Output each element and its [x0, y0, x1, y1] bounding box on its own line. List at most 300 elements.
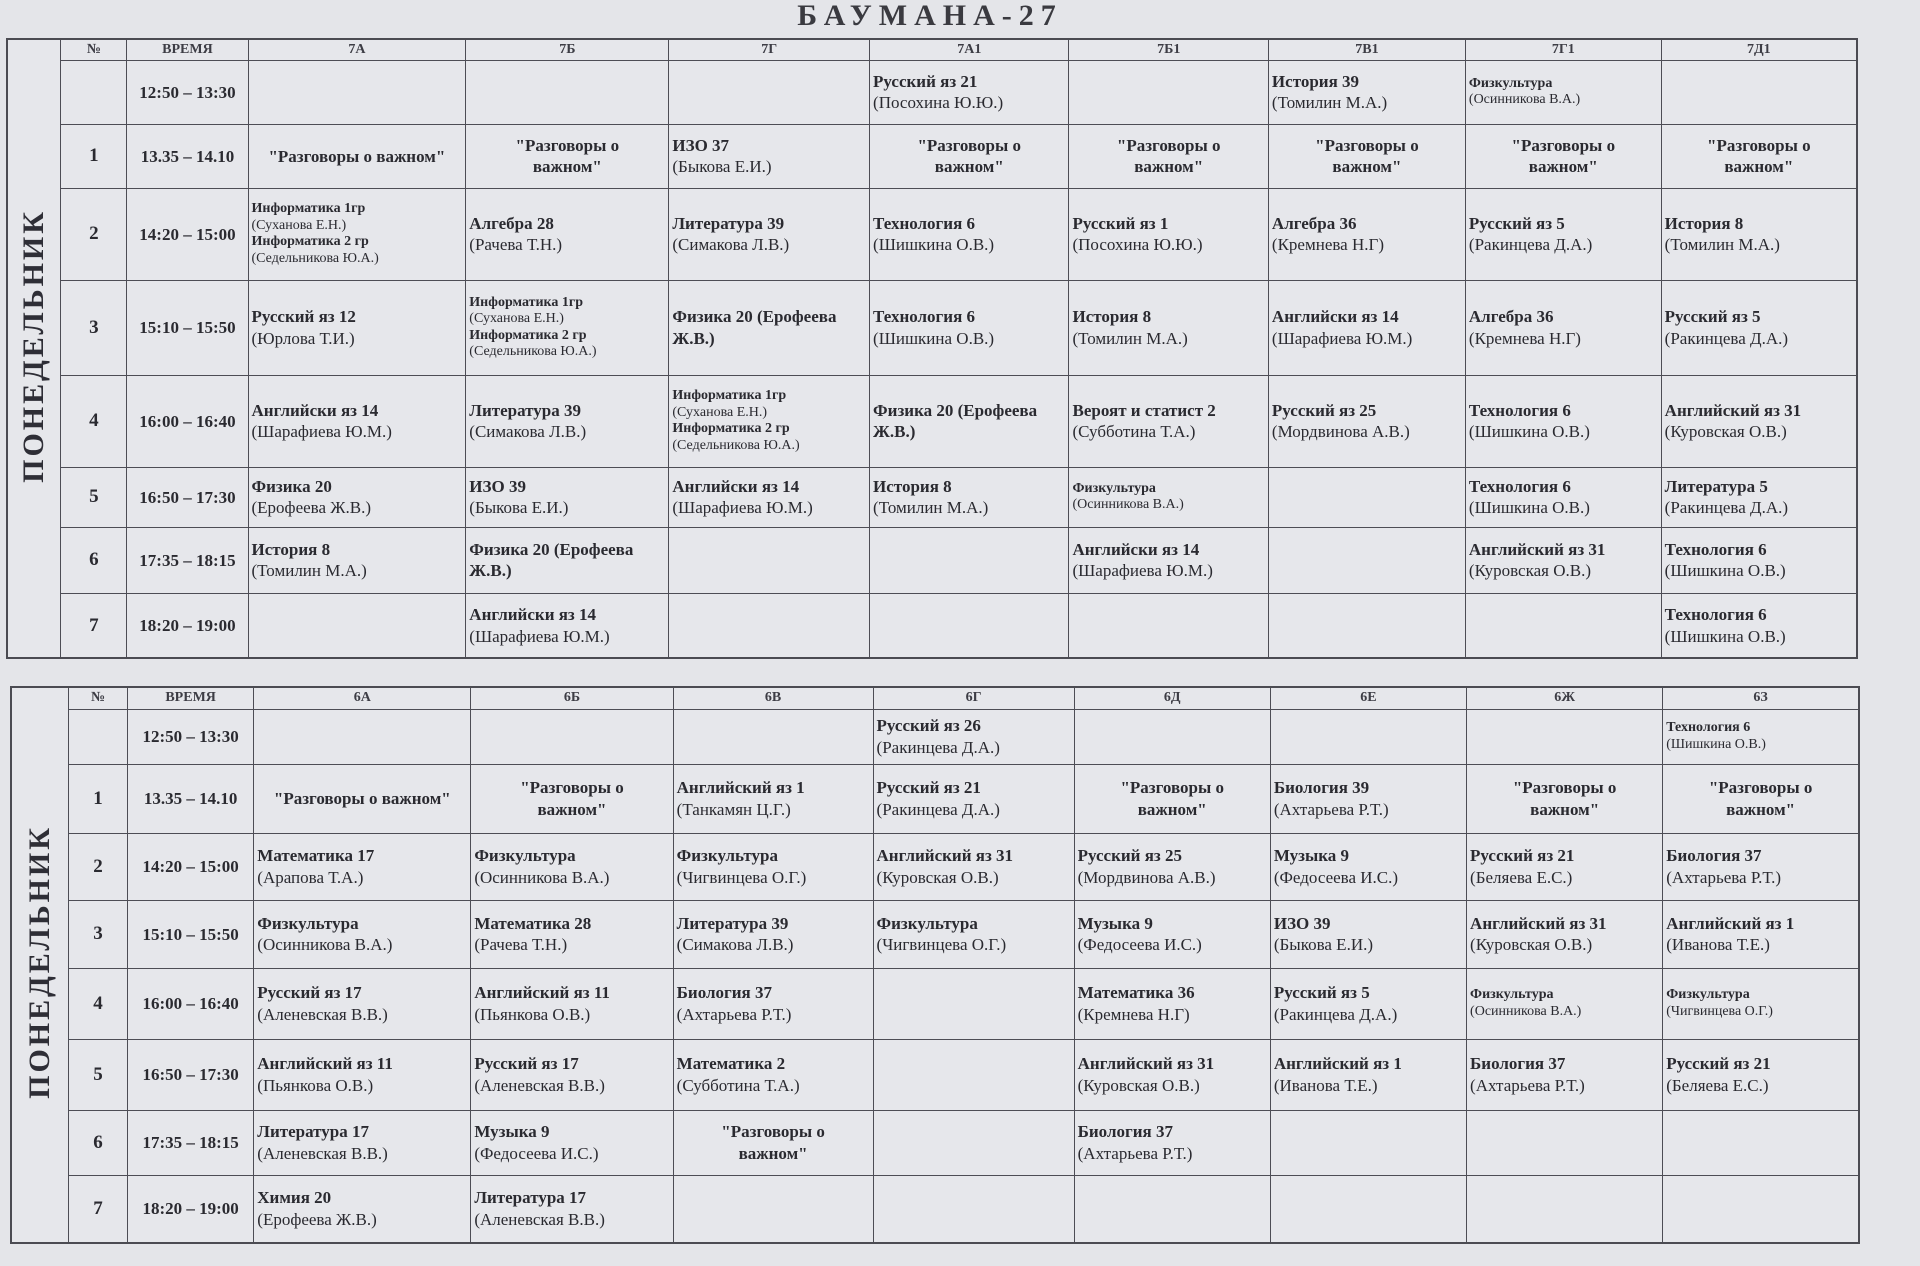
subject-room: Вероят и статист 2 [1072, 400, 1216, 420]
subject-room: Биология 37 [1470, 1054, 1566, 1074]
lesson-cell [673, 709, 873, 764]
lesson-cell [873, 968, 1074, 1039]
subject-room: Русский яз 21 [1666, 1054, 1771, 1074]
subject-room: Физкультура [1468, 75, 1553, 91]
subject-room: Английский яз 11 [474, 982, 610, 1002]
teacher-name: (Рачева Т.Н.) [469, 235, 563, 255]
lesson-time: 17:35 – 18:15 [127, 1111, 253, 1176]
subject-room: Информатика 1гр [251, 201, 366, 217]
lesson-cell [1661, 124, 1857, 188]
subject-room: "Разговоры о важном" [268, 146, 446, 166]
subject-room: История 8 [251, 539, 331, 559]
lesson-cell [254, 968, 471, 1039]
subject-room: Русский яз 25 [1077, 846, 1183, 866]
lesson-cell [1467, 709, 1663, 764]
subject-room: "Разговоры о [1708, 778, 1813, 798]
teacher-name: (Иванова Т.Е.) [1666, 935, 1770, 955]
lesson-cell [471, 834, 673, 901]
teacher-name: (Томилин М.А.) [1072, 328, 1188, 348]
lesson-cell [1069, 280, 1268, 375]
lesson-cell [1661, 60, 1857, 124]
subject-room: Алгебра 36 [1468, 307, 1554, 327]
subject-room: Английский яз 1 [676, 778, 805, 798]
lesson-cell [1074, 1039, 1270, 1110]
lesson-cell [471, 709, 673, 764]
subject-room: "Разговоры о [1511, 135, 1616, 155]
lesson-cell [873, 1176, 1074, 1243]
lesson-cell [673, 1111, 873, 1176]
lesson-cell [248, 124, 466, 188]
teacher-name: (Седельникова Ю.А.) [469, 344, 597, 360]
subject-room: Информатика 2 гр [251, 234, 369, 250]
teacher-name: (Ахтарьева Р.Т.) [676, 1004, 792, 1024]
lesson-cell [248, 188, 466, 280]
lesson-cell [1270, 1039, 1466, 1110]
lesson-number [61, 60, 127, 124]
teacher-name: (Осинникова В.А.) [1470, 1003, 1582, 1019]
time-header: ВРЕМЯ [127, 687, 253, 709]
lesson-cell [1467, 968, 1663, 1039]
lesson-cell [1661, 280, 1857, 375]
subject-room: "Разговоры о [1512, 778, 1617, 798]
lesson-cell [1467, 1176, 1663, 1243]
lesson-number [69, 709, 128, 764]
teacher-name: (Чигвинцева О.Г.) [676, 868, 807, 888]
teacher-name: (Посохина Ю.Ю.) [873, 93, 1004, 113]
subject-room: Литература 39 [469, 400, 582, 420]
lesson-cell [254, 834, 471, 901]
subject-room: Технология 6 [1468, 400, 1571, 420]
subject-room: Музыка 9 [1273, 846, 1350, 866]
lesson-row [7, 60, 1857, 124]
lesson-cell [248, 280, 466, 375]
subject-room: Физкультура [1666, 987, 1750, 1003]
subject-room: Математика 2 [676, 1054, 786, 1074]
teacher-name: (Пьянкова О.В.) [257, 1075, 374, 1095]
subject-room: Физика 20 (Ерофеева [469, 539, 634, 559]
subject-room: Английский яз 31 [1470, 913, 1607, 933]
class-header: 7В1 [1268, 39, 1465, 60]
subject-room: Технология 6 [1664, 539, 1767, 559]
lesson-row [11, 968, 1859, 1039]
lesson-cell [248, 60, 466, 124]
day-label-cell [7, 39, 61, 658]
lesson-cell [673, 968, 873, 1039]
lesson-number: 7 [69, 1176, 128, 1243]
lesson-cell [1074, 764, 1270, 833]
teacher-name: (Томилин М.А.) [873, 498, 989, 518]
subject-room: История 8 [873, 476, 952, 496]
subject-room: Физкультура [676, 846, 778, 866]
teacher-name: (Беляева Е.С.) [1470, 868, 1573, 888]
lesson-cell [248, 375, 466, 467]
teacher-name: (Быкова Е.И.) [469, 498, 569, 518]
subject-room: Технология 6 [1664, 604, 1767, 624]
lesson-cell [1467, 1111, 1663, 1176]
lesson-cell [669, 280, 870, 375]
teacher-name: (Суханова Е.Н.) [251, 217, 347, 233]
lesson-row [11, 901, 1859, 968]
subject-room: "Разговоры о [1315, 135, 1419, 155]
lesson-cell [1467, 834, 1663, 901]
subject-room: Математика 28 [474, 913, 592, 933]
teacher-name: (Быкова Е.И.) [1273, 935, 1374, 955]
lesson-time: 18:20 – 19:00 [127, 1176, 253, 1243]
subject-room: "Разговоры о [721, 1122, 825, 1142]
lesson-cell [870, 188, 1069, 280]
subject-room: Английский яз 1 [1273, 1054, 1402, 1074]
teacher-name: (Ахтарьева Р.Т.) [1666, 868, 1782, 888]
lesson-cell [669, 593, 870, 658]
class-header: 7А1 [870, 39, 1069, 60]
lesson-cell [1465, 375, 1661, 467]
lesson-cell [1270, 1176, 1466, 1243]
teacher-name: (Ракинцева Д.А.) [1664, 328, 1789, 348]
schedule-table-6 [10, 686, 1860, 1244]
lesson-cell [1661, 188, 1857, 280]
lesson-cell [1268, 593, 1465, 658]
class-header: 6В [673, 687, 873, 709]
lesson-cell [873, 901, 1074, 968]
lesson-time: 16:50 – 17:30 [127, 1039, 253, 1110]
subject-room: важном" [1137, 799, 1207, 819]
lesson-cell [1661, 527, 1857, 593]
teacher-name: (Аленевская В.В.) [257, 1144, 388, 1164]
lesson-row [11, 1039, 1859, 1110]
lesson-cell [1661, 375, 1857, 467]
lesson-cell [1661, 593, 1857, 658]
lesson-cell [1467, 764, 1663, 833]
lesson-row [7, 188, 1857, 280]
subject-room: ИЗО 39 [1273, 913, 1331, 933]
teacher-name: (Арапова Т.А.) [257, 868, 364, 888]
lesson-time: 18:20 – 19:00 [127, 593, 248, 658]
lesson-time: 15:10 – 15:50 [127, 901, 253, 968]
lesson-cell [1074, 1111, 1270, 1176]
subject-room: Физика 20 (Ерофеева [873, 400, 1038, 420]
subject-room: Английский яз 31 [1077, 1054, 1215, 1074]
day-label-cell [11, 687, 69, 1243]
teacher-name: (Симакова Л.В.) [672, 235, 790, 255]
lesson-cell [254, 901, 471, 968]
lesson-time: 15:10 – 15:50 [127, 280, 248, 375]
lesson-number: 1 [69, 764, 128, 833]
lesson-row [7, 375, 1857, 467]
teacher-name: (Шарафиева Ю.М.) [469, 626, 610, 646]
teacher-name: (Кремнева Н.Г) [1077, 1004, 1190, 1024]
lesson-cell [669, 60, 870, 124]
lesson-cell [669, 527, 870, 593]
subject-room: Информатика 2 гр [469, 327, 587, 343]
subject-room: Русский яз 21 [1470, 846, 1575, 866]
subject-room: Русский яз 17 [474, 1054, 579, 1074]
lesson-time: 12:50 – 13:30 [127, 709, 253, 764]
class-header: 6Е [1270, 687, 1466, 709]
teacher-name: (Суханова Е.Н.) [672, 404, 768, 420]
subject-room: Литература 5 [1664, 476, 1768, 496]
teacher-name: (Шишкина О.В.) [1664, 561, 1786, 581]
lesson-number: 5 [61, 467, 127, 527]
header-row [11, 687, 1859, 709]
lesson-row [11, 1111, 1859, 1176]
lesson-number: 2 [69, 834, 128, 901]
lesson-cell [254, 709, 471, 764]
lesson-row [11, 764, 1859, 833]
subject-room: ИЗО 37 [672, 135, 730, 155]
teacher-name: (Шарафиева Ю.М.) [672, 498, 813, 518]
lesson-cell [466, 280, 669, 375]
lesson-cell [254, 764, 471, 833]
lesson-cell [873, 1111, 1074, 1176]
lesson-cell [870, 375, 1069, 467]
teacher-name: (Седельникова Ю.А.) [672, 437, 800, 453]
lesson-cell [669, 124, 870, 188]
lesson-cell [1465, 188, 1661, 280]
subject-room: Физика 20 [251, 476, 332, 496]
lesson-cell [1465, 593, 1661, 658]
subject-room: "Разговоры о [917, 135, 1022, 155]
teacher-name: (Ракинцева Д.А.) [876, 799, 1000, 819]
lesson-cell [673, 901, 873, 968]
teacher-name: (Куровская О.В.) [1664, 422, 1787, 442]
class-header: 7Г1 [1465, 39, 1661, 60]
teacher-name: (Кремнева Н.Г) [1271, 235, 1384, 255]
subject-room: Математика 17 [257, 846, 375, 866]
teacher-name: (Пьянкова О.В.) [474, 1004, 591, 1024]
teacher-name: (Осинникова В.А.) [1072, 497, 1184, 513]
lesson-time: 13.35 – 14.10 [127, 764, 253, 833]
lesson-cell [1074, 968, 1270, 1039]
lesson-cell [466, 124, 669, 188]
lesson-cell [1069, 375, 1268, 467]
subject-room: важном" [1332, 157, 1402, 177]
subject-room: Русский яз 21 [876, 778, 981, 798]
subject-room: Литература 17 [474, 1188, 587, 1208]
lesson-row [7, 527, 1857, 593]
lesson-number: 6 [69, 1111, 128, 1176]
subject-room: Английский яз 31 [876, 846, 1014, 866]
subject-room: Физкультура [876, 913, 978, 933]
lesson-number: 4 [69, 968, 128, 1039]
class-header: 7Б1 [1069, 39, 1268, 60]
teacher-name: (Шишкина О.В.) [1468, 498, 1590, 518]
subject-room: Английски яз 14 [672, 476, 800, 496]
lesson-cell [1074, 709, 1270, 764]
subject-room: Алгебра 28 [469, 213, 554, 233]
teacher-name: (Кремнева Н.Г) [1468, 328, 1581, 348]
lesson-number: 5 [69, 1039, 128, 1110]
subject-room: Ж.В.) [672, 328, 715, 348]
subject-room: Информатика 2 гр [672, 421, 790, 437]
subject-room: Технология 6 [1468, 476, 1571, 496]
teacher-name: (Томилин М.А.) [251, 561, 367, 581]
lesson-cell [1069, 527, 1268, 593]
lesson-cell [1069, 60, 1268, 124]
subject-room: Литература 39 [676, 913, 789, 933]
teacher-name: (Симакова Л.В.) [469, 422, 587, 442]
lesson-cell [870, 593, 1069, 658]
lesson-cell [466, 375, 669, 467]
subject-room: Английски яз 14 [1271, 307, 1399, 327]
class-header: 6Г [873, 687, 1074, 709]
lesson-number: 3 [69, 901, 128, 968]
lesson-cell [1069, 467, 1268, 527]
subject-room: Ж.В.) [469, 561, 512, 581]
lesson-cell [1270, 834, 1466, 901]
lesson-cell [1074, 834, 1270, 901]
subject-room: Русский яз 12 [251, 307, 356, 327]
subject-room: Русский яз 5 [1664, 307, 1761, 327]
lesson-row [11, 834, 1859, 901]
class-header: 6З [1663, 687, 1859, 709]
subject-room: важном" [537, 799, 607, 819]
subject-room: Русский яз 26 [876, 716, 981, 736]
subject-room: Русский яз 17 [257, 982, 362, 1002]
subject-room: История 8 [1664, 213, 1744, 233]
teacher-name: (Ахтарьева Р.Т.) [1470, 1075, 1585, 1095]
teacher-name: (Осинникова В.А.) [257, 935, 393, 955]
lesson-cell [1069, 593, 1268, 658]
lesson-cell [669, 188, 870, 280]
lesson-row [7, 124, 1857, 188]
subject-room: важном" [1530, 799, 1600, 819]
lesson-cell [873, 709, 1074, 764]
teacher-name: (Быкова Е.И.) [672, 157, 772, 177]
subject-room: "Разговоры о [1707, 135, 1811, 155]
header-row [7, 39, 1857, 60]
lesson-cell [1069, 188, 1268, 280]
subject-room: Физкультура [1470, 987, 1554, 1003]
subject-room: Математика 36 [1077, 982, 1195, 1002]
lesson-cell [1268, 467, 1465, 527]
lesson-cell [1467, 901, 1663, 968]
teacher-name: (Ракинцева Д.А.) [876, 737, 1000, 757]
teacher-name: (Чигвинцева О.Г.) [876, 935, 1007, 955]
subject-room: Химия 20 [257, 1188, 332, 1208]
teacher-name: (Федосеева И.С.) [474, 1144, 599, 1164]
lesson-cell [1663, 901, 1859, 968]
lesson-cell [1465, 467, 1661, 527]
lesson-cell [1074, 1176, 1270, 1243]
class-header: 7Б [466, 39, 669, 60]
subject-room: "Разговоры о важном" [273, 789, 451, 809]
teacher-name: (Ракинцева Д.А.) [1664, 498, 1789, 518]
lesson-cell [1268, 280, 1465, 375]
subject-room: Русский яз 5 [1468, 213, 1565, 233]
subject-room: важном" [1528, 157, 1598, 177]
class-header: 6А [254, 687, 471, 709]
lesson-cell [254, 1111, 471, 1176]
lesson-time: 16:00 – 16:40 [127, 375, 248, 467]
lesson-cell [471, 1176, 673, 1243]
lesson-cell [1270, 968, 1466, 1039]
lesson-cell [466, 467, 669, 527]
teacher-name: (Куровская О.В.) [876, 868, 999, 888]
lesson-cell [1069, 124, 1268, 188]
teacher-name: (Субботина Т.А.) [676, 1075, 800, 1095]
lesson-cell [1663, 834, 1859, 901]
lesson-cell [673, 1176, 873, 1243]
lesson-cell [673, 764, 873, 833]
lesson-number: 6 [61, 527, 127, 593]
subject-room: Английски яз 14 [251, 400, 379, 420]
lesson-cell [1074, 901, 1270, 968]
teacher-name: (Ахтарьева Р.Т.) [1077, 1144, 1193, 1164]
subject-room: Музыка 9 [474, 1122, 550, 1142]
lesson-time: 12:50 – 13:30 [127, 60, 248, 124]
lesson-cell [1465, 60, 1661, 124]
teacher-name: (Посохина Ю.Ю.) [1072, 235, 1203, 255]
schedule-table-7 [6, 38, 1858, 659]
subject-room: Физкультура [1072, 480, 1156, 496]
teacher-name: (Аленевская В.В.) [257, 1004, 388, 1024]
class-header: 7Г [669, 39, 870, 60]
time-header: ВРЕМЯ [127, 39, 248, 60]
subject-room: Биология 37 [1666, 846, 1762, 866]
lesson-row [7, 467, 1857, 527]
lesson-cell [248, 467, 466, 527]
lesson-cell [870, 467, 1069, 527]
lesson-cell [873, 764, 1074, 833]
teacher-name: (Аленевская В.В.) [474, 1075, 605, 1095]
subject-room: Физкультура [474, 846, 576, 866]
teacher-name: (Томилин М.А.) [1664, 235, 1780, 255]
subject-room: Музыка 9 [1077, 913, 1153, 933]
teacher-name: (Осинникова В.А.) [474, 868, 610, 888]
lesson-cell [1661, 467, 1857, 527]
subject-room: важном" [1726, 799, 1796, 819]
lesson-time: 17:35 – 18:15 [127, 527, 248, 593]
class-header: 6Д [1074, 687, 1270, 709]
lesson-cell [466, 60, 669, 124]
subject-room: Английский яз 1 [1666, 913, 1795, 933]
subject-room: История 39 [1271, 71, 1360, 91]
teacher-name: (Куровская О.В.) [1468, 561, 1591, 581]
subject-room: История 8 [1072, 307, 1152, 327]
lesson-cell [1467, 1039, 1663, 1110]
subject-room: Ж.В.) [873, 422, 916, 442]
lesson-cell [1465, 124, 1661, 188]
lesson-time: 16:00 – 16:40 [127, 968, 253, 1039]
day-label: ПОНЕДЕЛЬНИК [22, 824, 56, 1099]
teacher-name: (Мордвинова А.В.) [1077, 868, 1216, 888]
teacher-name: (Симакова Л.В.) [676, 935, 794, 955]
subject-room: Физика 20 (Ерофеева [672, 307, 837, 327]
lesson-row [11, 709, 1859, 764]
teacher-name: (Шишкина О.В.) [1468, 422, 1590, 442]
subject-room: Биология 37 [1077, 1122, 1173, 1142]
lesson-number: 3 [61, 280, 127, 375]
subject-room: Английски яз 14 [1072, 539, 1200, 559]
lesson-number: 7 [61, 593, 127, 658]
teacher-name: (Ерофеева Ж.В.) [257, 1210, 377, 1230]
lesson-row [7, 593, 1857, 658]
lesson-cell [1268, 527, 1465, 593]
lesson-cell [466, 188, 669, 280]
teacher-name: (Томилин М.А.) [1271, 93, 1388, 113]
teacher-name: (Седельникова Ю.А.) [251, 250, 379, 266]
lesson-cell [870, 280, 1069, 375]
lesson-cell [471, 901, 673, 968]
teacher-name: (Танкамян Ц.Г.) [676, 799, 791, 819]
lesson-cell [673, 834, 873, 901]
subject-room: Технология 6 [1666, 720, 1751, 736]
class-header: 7Д1 [1661, 39, 1857, 60]
teacher-name: (Иванова Т.Е.) [1273, 1075, 1378, 1095]
teacher-name: (Федосеева И.С.) [1077, 935, 1202, 955]
teacher-name: (Осинникова В.А.) [1468, 92, 1581, 108]
teacher-name: (Шарафиева Ю.М.) [1072, 561, 1213, 581]
